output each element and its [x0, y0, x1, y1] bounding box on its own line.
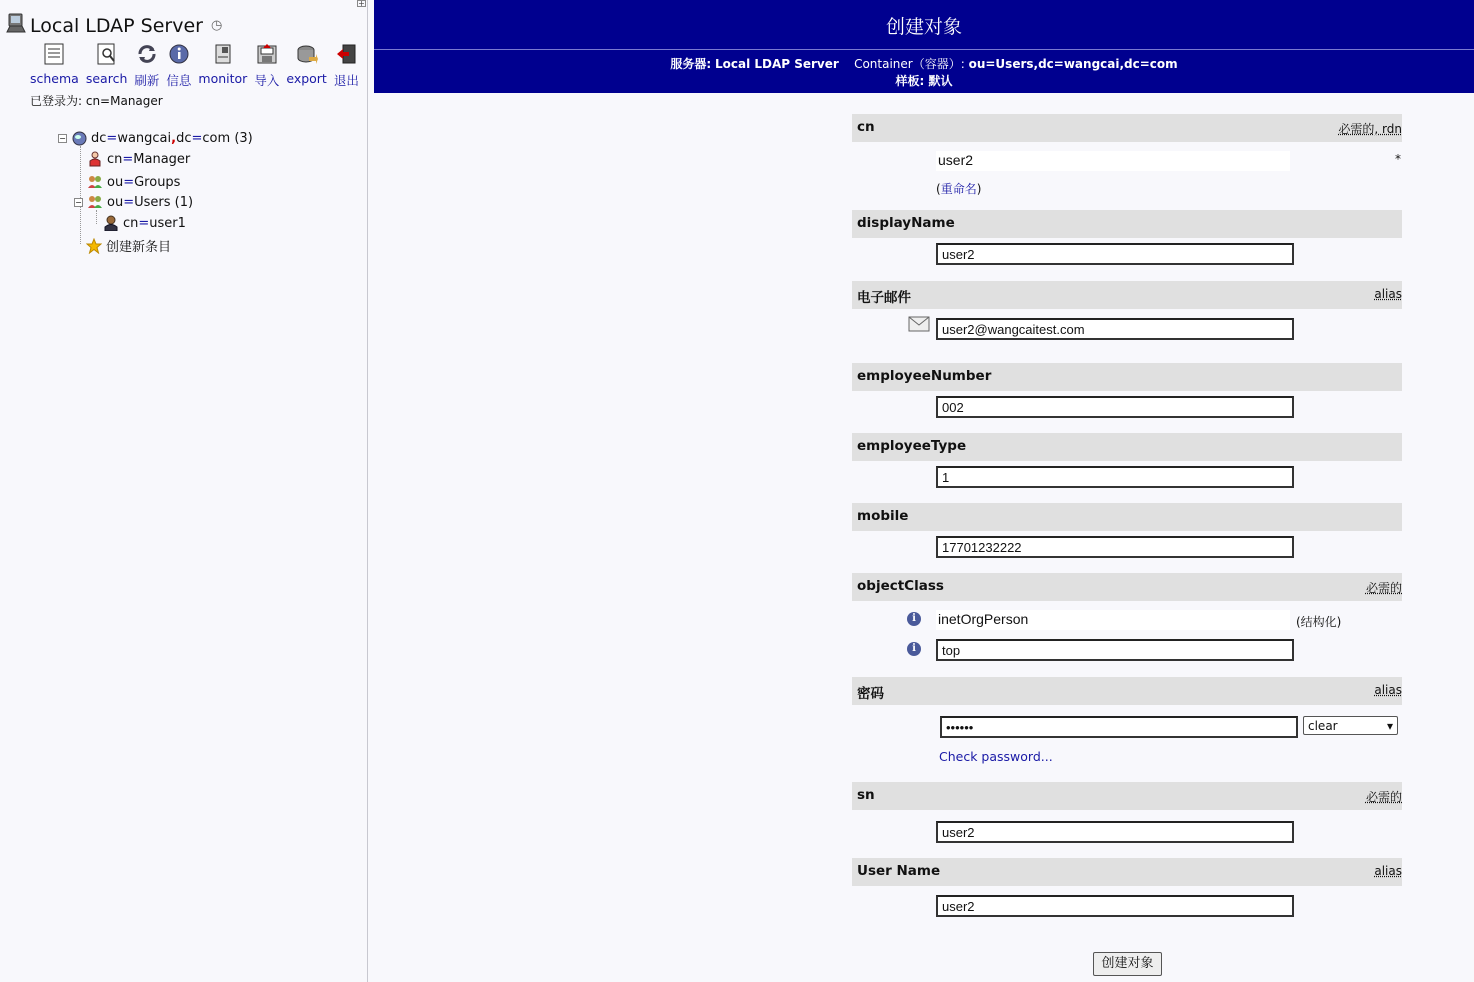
tree-guide-line [96, 210, 97, 224]
info-icon[interactable]: i [907, 612, 921, 626]
rename-paren-open: ( [936, 182, 941, 196]
tree-label-user1: cn=user1 [123, 215, 186, 231]
refresh-icon [135, 42, 159, 66]
logout-button[interactable] [334, 42, 359, 89]
group-icon [87, 194, 103, 210]
password-hash-value: clear [1308, 718, 1338, 733]
toolbar [30, 42, 366, 89]
required-star: * [1395, 152, 1401, 166]
import-button[interactable] [254, 42, 279, 89]
server-title[interactable] [6, 12, 222, 39]
attr-label-username: User Name [857, 863, 941, 879]
attr-label-employeenumber: employeeNumber [857, 368, 992, 384]
mobile-input[interactable]: 17701232222 [936, 536, 1294, 558]
header-divider [374, 49, 1474, 50]
rename-wrapper [936, 180, 981, 197]
server-container-info [374, 55, 1474, 72]
attr-header-password [852, 677, 1402, 705]
mail-icon[interactable] [908, 316, 930, 336]
star-icon [86, 238, 102, 254]
cn-value: user2 [936, 151, 1290, 171]
attr-note-password: alias [1374, 683, 1402, 697]
tree-node-manager[interactable] [87, 151, 190, 167]
attr-header-employeenumber [852, 363, 1402, 391]
displayname-input[interactable]: user2 [936, 243, 1294, 265]
server-label: 服务器: [670, 57, 712, 71]
collapse-toggle-icon[interactable]: − [75, 197, 82, 207]
export-label: export [286, 71, 327, 86]
logout-label: 退出 [333, 73, 359, 88]
page-title: 创建对象 [885, 16, 962, 38]
schema-icon [42, 42, 66, 66]
employeetype-input[interactable]: 1 [936, 466, 1294, 488]
sidebar [0, 0, 368, 982]
search-label: search [85, 71, 128, 86]
email-input[interactable]: user2@wangcaitest.com [936, 318, 1294, 340]
attr-label-employeetype: employeeType [857, 438, 967, 454]
attr-note-sn: 必需的 [1365, 790, 1402, 804]
attr-header-sn [852, 782, 1402, 810]
employeenumber-input[interactable]: 002 [936, 396, 1294, 418]
attr-header-email [852, 281, 1402, 309]
import-icon [255, 42, 279, 66]
info-button[interactable] [166, 42, 191, 89]
attr-header-username [852, 858, 1402, 886]
export-button[interactable] [286, 42, 327, 89]
export-icon [295, 42, 319, 66]
collapse-toggle[interactable]: + [358, 0, 365, 8]
attr-header-cn [852, 114, 1402, 142]
attr-label-sn: sn [857, 787, 875, 803]
attr-label-password: 密码 [857, 686, 884, 702]
password-hash-select[interactable] [1303, 716, 1398, 735]
tree-node-root[interactable] [58, 130, 253, 146]
tree-create-new-entry[interactable] [86, 236, 171, 255]
container-label: Container（容器）: [854, 57, 965, 71]
group-icon [87, 174, 103, 190]
password-input[interactable]: •••••• [940, 716, 1298, 738]
rename-paren-close: ) [976, 182, 982, 196]
server-icon [6, 12, 26, 39]
user-icon [103, 215, 119, 231]
username-input[interactable]: user2 [936, 895, 1294, 917]
create-object-button[interactable]: 创建对象 [1093, 952, 1162, 976]
server-name: Local LDAP Server [30, 14, 203, 37]
schema-button[interactable] [30, 42, 79, 89]
tree-label-manager: cn=Manager [107, 151, 191, 167]
attr-label-objectclass: objectClass [857, 578, 944, 594]
chevron-down-icon: ▾ [1386, 718, 1393, 733]
attr-note-objectclass: 必需的 [1365, 581, 1402, 595]
attr-header-objectclass [852, 573, 1402, 601]
user-icon [87, 151, 103, 167]
attr-label-mobile: mobile [857, 508, 909, 524]
logged-in-status: 已登录为: cn=Manager [30, 94, 163, 108]
refresh-button[interactable] [134, 42, 159, 89]
page-header [374, 0, 1474, 93]
objectclass-value-inetorgperson: inetOrgPerson [936, 610, 1290, 630]
refresh-label: 刷新 [134, 73, 160, 88]
attr-header-employeetype [852, 433, 1402, 461]
template-value: 默认 [928, 74, 953, 88]
tree-label-root: dc=wangcai,dc=com (3) [91, 130, 253, 146]
globe-icon [71, 130, 87, 146]
structural-note: (结构化) [1296, 615, 1342, 629]
objectclass-input-top[interactable]: top [936, 639, 1294, 661]
attr-label-displayname: displayName [857, 215, 955, 231]
attr-header-displayname [852, 210, 1402, 238]
attr-note-username: alias [1374, 864, 1402, 878]
logout-icon [334, 42, 358, 66]
tree-label-groups: ou=Groups [107, 174, 181, 190]
info-label: 信息 [166, 73, 192, 88]
attr-note-cn: 必需的, rdn [1338, 122, 1402, 136]
attr-label-cn: cn [857, 119, 875, 135]
monitor-button[interactable] [198, 42, 247, 89]
info-icon [167, 42, 191, 66]
create-new-entry-label: 创建新条目 [106, 240, 172, 255]
search-icon [95, 42, 119, 66]
schema-label: schema [30, 71, 79, 86]
attr-note-email: alias [1374, 287, 1402, 301]
template-label: 样板: [895, 74, 925, 88]
template-info [374, 72, 1474, 89]
tree-node-users[interactable] [74, 194, 193, 210]
tree-node-groups[interactable] [87, 174, 180, 190]
clock-icon[interactable]: ◷ [210, 18, 223, 33]
import-label: 导入 [254, 73, 280, 88]
info-icon[interactable]: i [907, 642, 921, 656]
monitor-icon [211, 42, 235, 66]
tree-node-user1[interactable] [103, 215, 186, 231]
rename-link[interactable]: 重命名 [940, 182, 977, 196]
sn-input[interactable]: user2 [936, 821, 1294, 843]
search-button[interactable] [86, 42, 128, 89]
monitor-label: monitor [198, 71, 248, 86]
tree-label-users: ou=Users (1) [107, 194, 194, 210]
container-value: ou=Users,dc=wangcai,dc=com [968, 57, 1178, 71]
attr-header-mobile [852, 503, 1402, 531]
server-value: Local LDAP Server [714, 57, 839, 71]
collapse-toggle-icon[interactable]: − [59, 133, 66, 143]
check-password-link[interactable]: Check password... [939, 749, 1053, 764]
attr-label-email: 电子邮件 [857, 290, 911, 306]
